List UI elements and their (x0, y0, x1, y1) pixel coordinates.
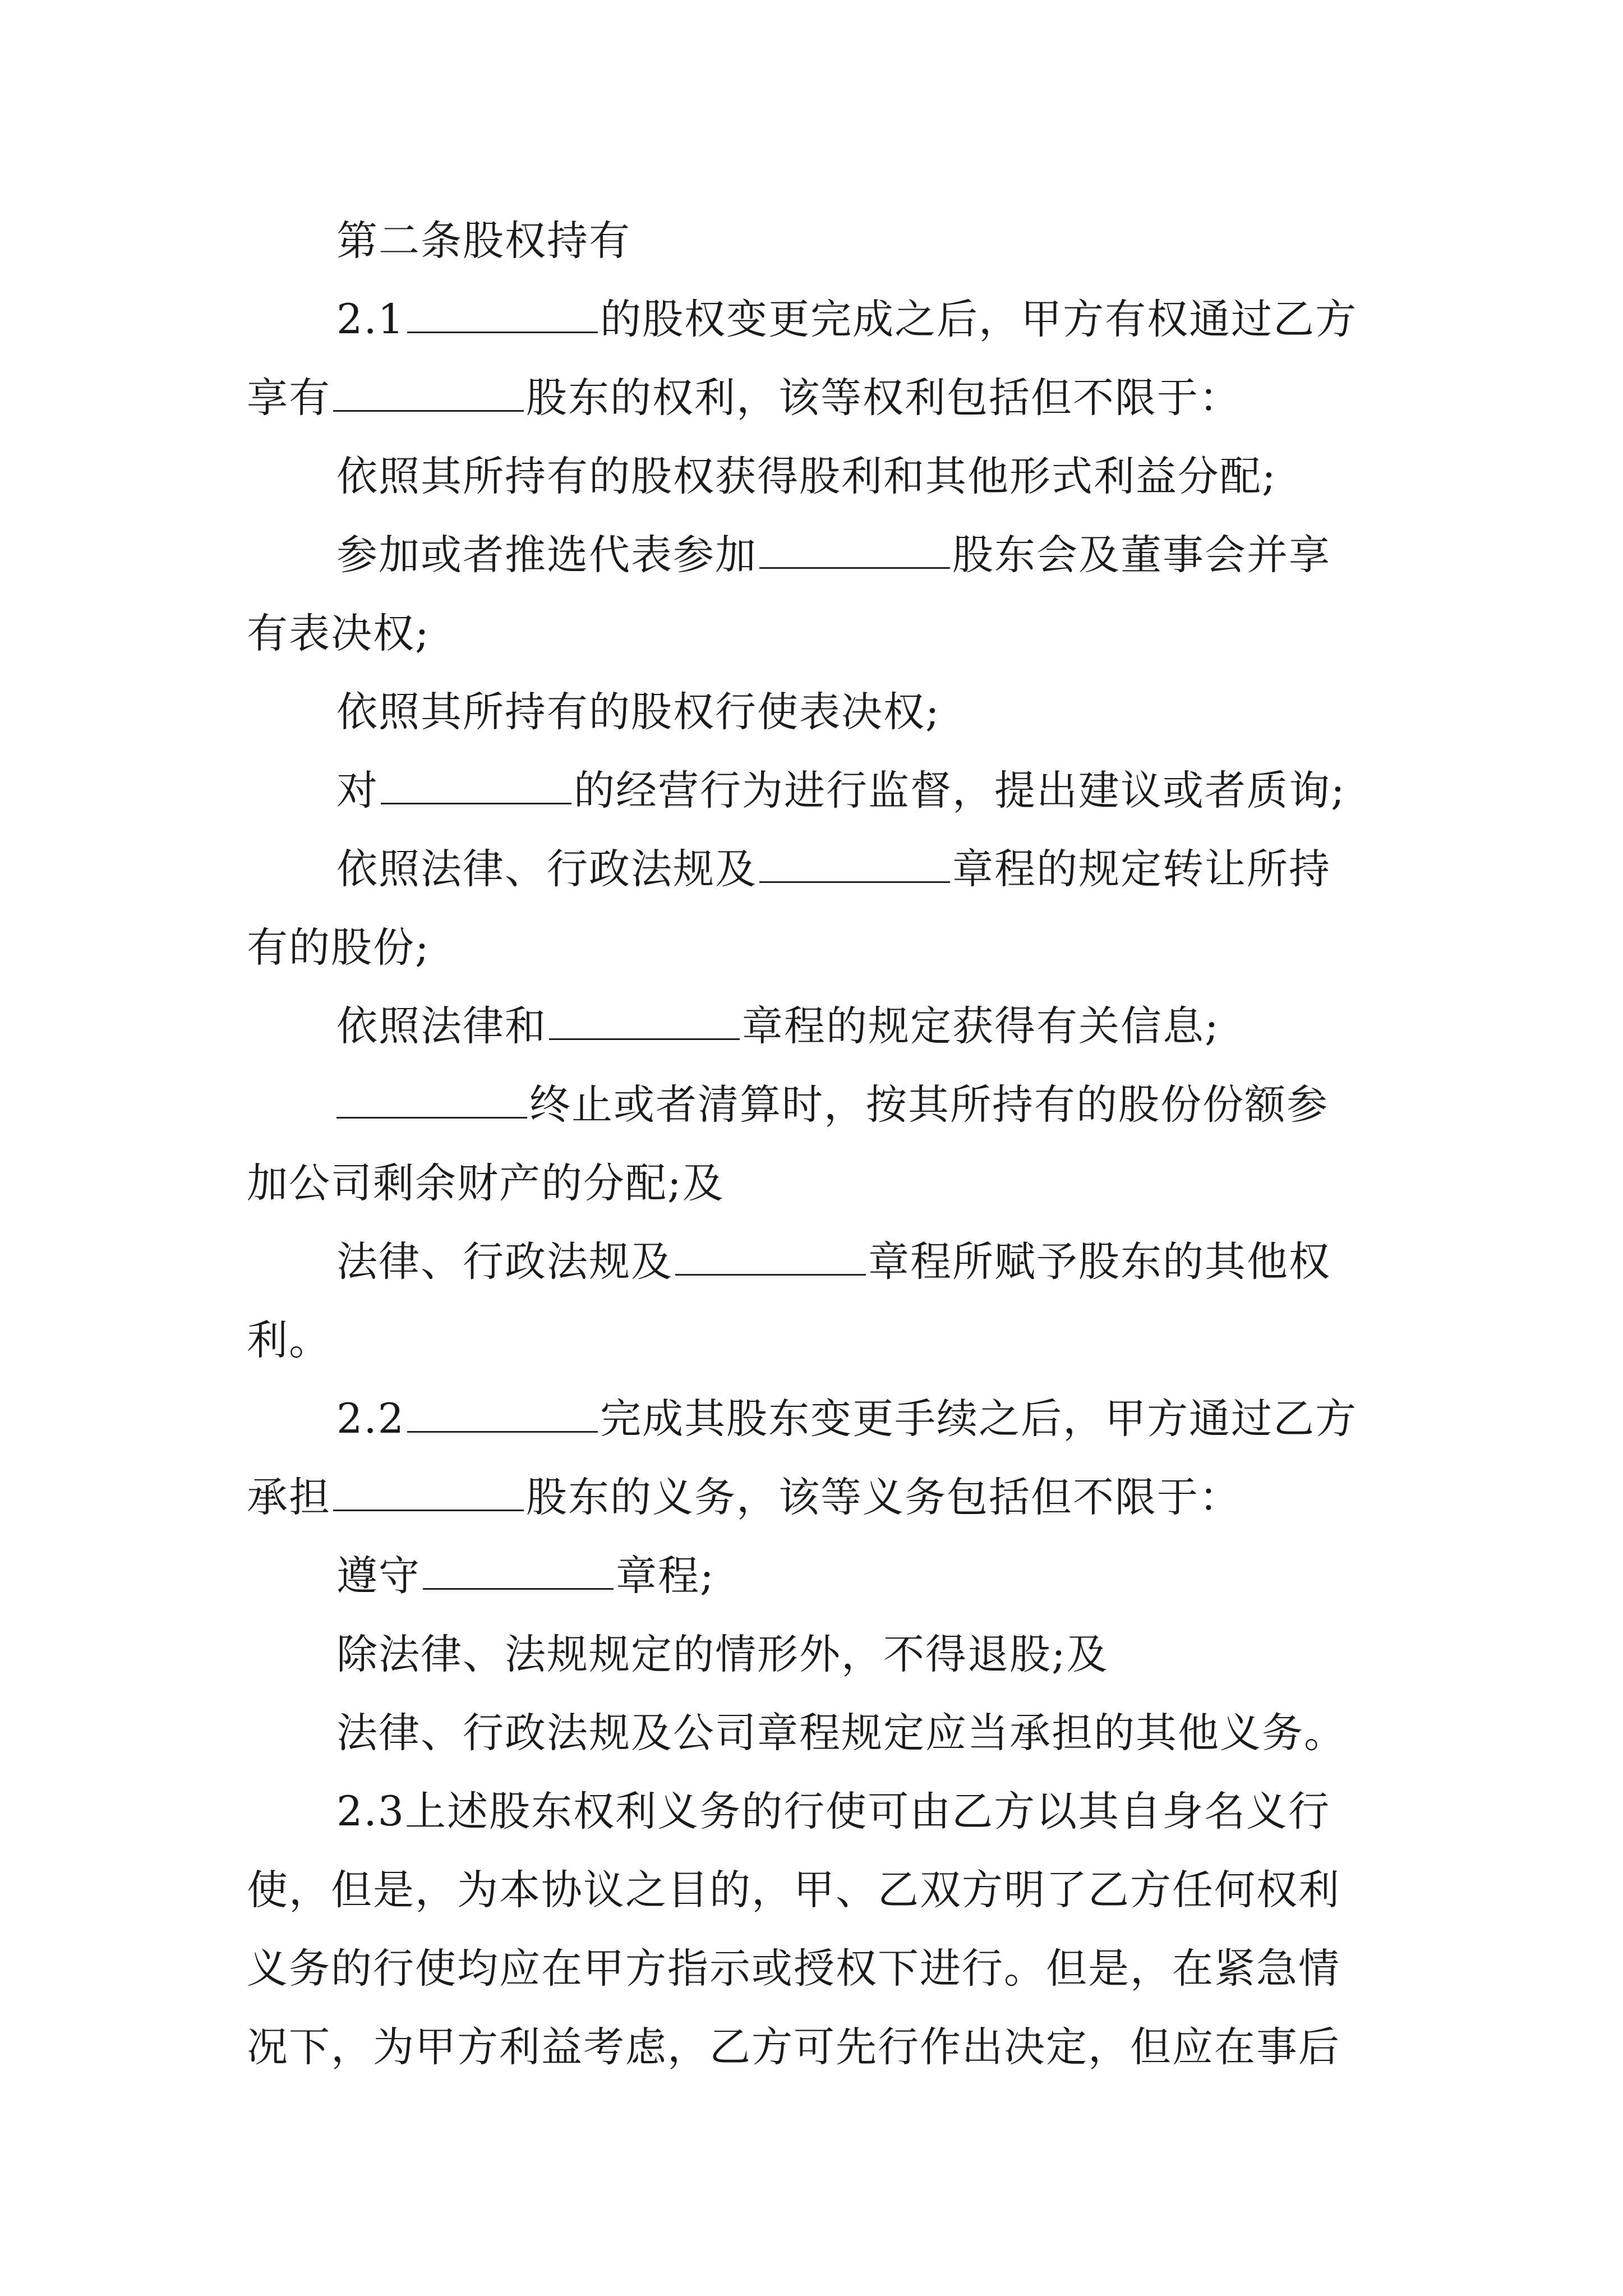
clause-2-3-line-4: 况下，为甲方利益考虑，乙方可先行作出决定，但应在事后 (247, 2023, 1340, 2071)
clause-2-3-line-2: 使，但是，为本协议之目的，甲、乙双方明了乙方任何权利 (247, 1866, 1340, 1914)
fill-blank (759, 533, 950, 569)
clause-2-3-line-3: 义务的行使均应在甲方指示或授权下进行。但是，在紧急情 (247, 1945, 1340, 1993)
section-heading: 第二条股权持有 (336, 217, 631, 265)
fill-blank (549, 1005, 740, 1040)
fill-blank (333, 1476, 524, 1511)
right-item-supervise: 对 的经营行为进行监督，提出建议或者质询; (336, 767, 1346, 815)
clause-2-1-line-2: 享有 股东的权利，该等权利包括但不限于： (247, 374, 1241, 422)
clause-2-2-line-2: 承担 股东的义务，该等义务包括但不限于： (247, 1474, 1241, 1521)
fill-blank (675, 1240, 866, 1276)
fill-blank (336, 1083, 527, 1119)
right-item-liquidation-line-2: 加公司剩余财产的分配;及 (247, 1159, 725, 1207)
right-item-vote: 依照其所持有的股权行使表决权; (336, 688, 940, 736)
duty-item-no-withdraw: 除法律、法规规定的情形外，不得退股;及 (336, 1631, 1109, 1678)
right-item-liquidation-line-1: 终止或者清算时，按其所持有的股份份额参 (336, 1080, 1329, 1130)
right-item-transfer-line-1: 依照法律、行政法规及 章程的规定转让所持 (336, 845, 1331, 893)
right-item-transfer-line-2: 有的股份; (247, 924, 430, 972)
right-item-meeting-line-1: 参加或者推选代表参加 股东会及董事会并享 (336, 531, 1331, 579)
right-item-meeting-line-2: 有表决权; (247, 610, 430, 657)
right-item-other-line-2: 利。 (247, 1317, 331, 1364)
clause-2-1-line-1: 2.1 的股权变更完成之后，甲方有权通过乙方 (336, 296, 1358, 343)
fill-blank (381, 769, 571, 804)
clause-2-2-line-1: 2.2 完成其股东变更手续之后，甲方通过乙方 (336, 1395, 1358, 1443)
duty-item-comply: 遵守 章程; (336, 1552, 715, 1600)
fill-blank (407, 1397, 598, 1433)
right-item-info: 依照法律和 章程的规定获得有关信息; (336, 1002, 1220, 1050)
duty-item-other: 法律、行政法规及公司章程规定应当承担的其他义务。 (336, 1709, 1346, 1757)
right-item-dividend: 依照其所持有的股权获得股利和其他形式利益分配; (336, 453, 1277, 500)
fill-blank (423, 1554, 614, 1590)
fill-blank (333, 376, 524, 412)
fill-blank (759, 848, 950, 883)
clause-2-3-line-1: 2.3上述股东权利义务的行使可由乙方以其自身名义行 (336, 1788, 1331, 1835)
right-item-other-line-1: 法律、行政法规及 章程所赋予股东的其他权 (336, 1238, 1331, 1286)
fill-blank (407, 298, 598, 333)
